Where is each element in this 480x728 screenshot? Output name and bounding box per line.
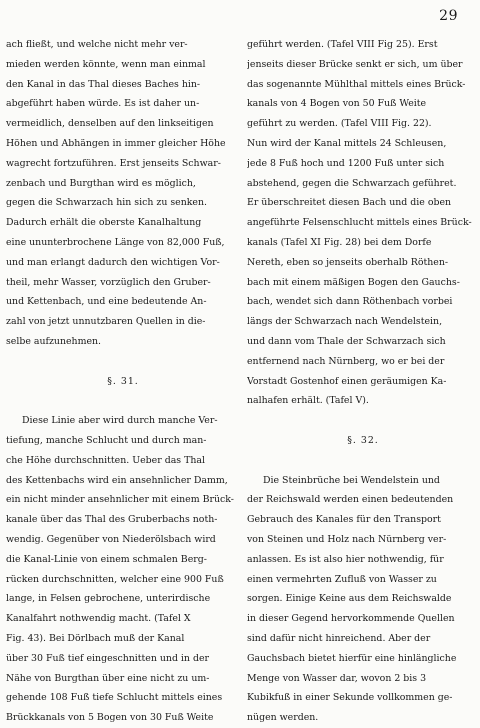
text-line: der Reichswald werden einen bedeutenden <box>247 494 454 506</box>
text-line: wagrecht fortzuführen. Erst jenseits Schwar- <box>6 157 221 169</box>
text-line: entfernend nach Nürnberg, wo er bei der <box>247 355 445 367</box>
text-line: kanale über das Thal des Gruberbachs noth- <box>6 514 218 526</box>
text-line: bach mit einem mäßigen Bogen den Gauchs- <box>247 276 460 288</box>
text-line: abstehend, gegen die Schwarzach geführet. <box>247 177 457 189</box>
text-line: jenseits dieser Brücke senkt er sich, um über <box>247 58 463 70</box>
text-line: nalhafen erhält. (Tafel V). <box>247 395 369 407</box>
text-line: anlassen. Es ist also hier nothwendig, für <box>247 553 444 565</box>
text-line: und dann vom Thale der Schwarzach sich <box>247 335 446 347</box>
text-line: Vorstadt Gostenhof einen geräumigen Ka- <box>247 375 447 387</box>
left-paragraph-2 <box>6 391 240 728</box>
text-line: kanals von 4 Bogen von 50 Fuß Weite <box>247 98 427 110</box>
text-line: rücken durchschnitten, welcher eine 900 Fuß <box>6 573 224 585</box>
right-paragraph-2 <box>247 451 479 728</box>
text-line: sind dafür nicht hinreichend. Aber der <box>247 632 431 644</box>
text-line: wendig. Gegenüber von Niederölsbach wird <box>6 533 216 545</box>
text-line: Menge von Wasser dar, wovon 2 bis 3 <box>247 672 427 684</box>
section-heading-32: §. 32. <box>347 434 379 446</box>
text-line: das sogenannte Mühlthal mittels eines Brück- <box>247 78 466 90</box>
text-line: sorgen. Einige Keine aus dem Reichswalde <box>247 593 452 605</box>
text-line: nügen werden. <box>247 712 319 724</box>
text-line: tiefung, manche Schlucht und durch man- <box>6 434 207 446</box>
text-line: mieden werden könnte, wenn man einmal <box>6 58 206 70</box>
text-line: zenbach und Burgthan wird es möglich, <box>6 177 196 189</box>
text-line: eine ununterbrochene Länge von 82,000 Fuß, <box>6 236 225 248</box>
page-number: 29 <box>439 8 458 24</box>
text-line: Höhen und Abhängen in immer gleicher Höhe <box>6 137 226 149</box>
text-line: einen vermehrten Zufluß von Wasser zu <box>247 573 437 585</box>
text-line: Kanalfahrt nothwendig macht. (Tafel X <box>6 613 191 625</box>
text-line: längs der Schwarzach nach Wendelstein, <box>247 316 443 328</box>
text-line: jede 8 Fuß hoch und 1200 Fuß unter sich <box>247 157 445 169</box>
paragraph-spacer <box>247 451 479 471</box>
text-line: in dieser Gegend hervorkommende Quellen <box>247 613 455 625</box>
text-line: Diese Linie aber wird durch manche Ver- <box>22 415 218 427</box>
text-line: Dadurch erhält die oberste Kanalhaltung <box>6 217 202 229</box>
text-line: Nun wird der Kanal mittels 24 Schleusen, <box>247 137 447 149</box>
text-line: von Steinen und Holz nach Nürnberg ver- <box>247 533 447 545</box>
section-heading-31: §. 31. <box>107 375 139 387</box>
text-line: theil, mehr Wasser, vorzüglich den Gruber- <box>6 276 211 288</box>
text-line: zahl von jetzt unnutzbaren Quellen in die- <box>6 316 206 328</box>
text-line: ach fließt, und welche nicht mehr ver- <box>6 39 188 50</box>
text-line: ein nicht minder ansehnlicher mit einem Brück- <box>6 494 234 506</box>
text-line: Nähe von Burgthan über eine nicht zu um- <box>6 672 210 684</box>
text-line: selbe aufzunehmen. <box>6 335 102 347</box>
text-line: und man erlangt dadurch den wichtigen Vor- <box>6 256 220 268</box>
text-line: Er überschreitet diesen Bach und die oben <box>247 197 452 209</box>
text-line: gehende 108 Fuß tiefe Schlucht mittels eines <box>6 692 223 704</box>
text-line: den Kanal in das Thal dieses Baches hin- <box>6 78 201 90</box>
left-column <box>6 35 240 728</box>
text-line: vermeidlich, denselben auf den linkseitigen <box>6 118 214 130</box>
text-line: und Kettenbach, und eine bedeutende An- <box>6 296 207 308</box>
text-line: die Kanal-Linie von einem schmalen Berg- <box>6 553 207 565</box>
text-line: gegen die Schwarzach hin sich zu senken. <box>6 197 207 209</box>
right-paragraph-1 <box>247 35 479 431</box>
text-line: angeführte Felsenschlucht mittels eines Brück- <box>247 217 472 229</box>
text-line: Kubikfuß in einer Sekunde vollkommen ge- <box>247 692 453 704</box>
text-line: geführt werden. (Tafel VIII Fig 25). Erst <box>247 39 438 50</box>
paragraph-spacer <box>6 391 240 411</box>
text-line: abgeführt haben würde. Es ist daher un- <box>6 98 200 110</box>
paragraph-spacer <box>247 411 479 431</box>
text-line: Fig. 43). Bei Dörlbach muß der Kanal <box>6 632 185 644</box>
text-line: bach, wendet sich dann Röthenbach vorbei <box>247 296 453 308</box>
text-line: Brückkanals von 5 Bogen von 30 Fuß Weite <box>6 712 214 724</box>
text-line: geführt zu werden. (Tafel VIII Fig. 22). <box>247 118 432 130</box>
text-line: che Höhe durchschnitten. Ueber das Thal <box>6 454 205 466</box>
paragraph-spacer <box>6 352 240 372</box>
text-line: Gauchsbach bietet hierfür eine hinlängliche <box>247 652 457 664</box>
text-line: lange, in Felsen gebrochene, unterirdische <box>6 593 211 605</box>
text-line: kanals (Tafel XI Fig. 28) bei dem Dorfe <box>247 236 432 248</box>
right-column <box>247 35 479 728</box>
text-line: Gebrauch des Kanales für den Transport <box>247 514 441 526</box>
text-line: Die Steinbrüche bei Wendelstein und <box>263 474 440 486</box>
text-line: des Kettenbachs wird ein ansehnlicher Damm, <box>6 474 228 486</box>
left-paragraph-1 <box>6 35 240 372</box>
text-line: Nereth, eben so jenseits oberhalb Röthen- <box>247 256 449 268</box>
text-line: über 30 Fuß tief eingeschnitten und in der <box>6 652 209 664</box>
